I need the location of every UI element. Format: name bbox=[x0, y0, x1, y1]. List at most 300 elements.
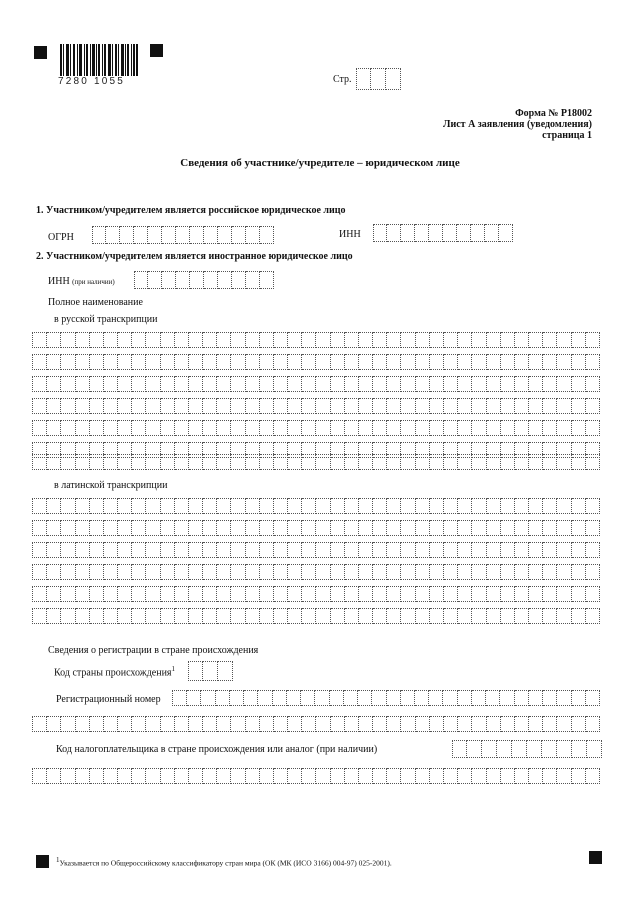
character-cell[interactable] bbox=[161, 420, 175, 436]
character-cell[interactable] bbox=[472, 332, 486, 348]
character-cell[interactable] bbox=[444, 586, 458, 602]
character-cell[interactable] bbox=[104, 376, 118, 392]
character-cell[interactable] bbox=[288, 768, 302, 784]
character-cell[interactable] bbox=[175, 398, 189, 414]
character-cell[interactable] bbox=[515, 520, 529, 536]
character-cell[interactable] bbox=[61, 498, 75, 514]
character-cell[interactable] bbox=[557, 690, 571, 706]
character-cell[interactable] bbox=[458, 498, 472, 514]
character-cell[interactable] bbox=[487, 376, 501, 392]
character-cell[interactable] bbox=[501, 454, 515, 470]
character-cell[interactable] bbox=[189, 586, 203, 602]
character-cell[interactable] bbox=[260, 498, 274, 514]
character-cell[interactable] bbox=[373, 768, 387, 784]
character-cell[interactable] bbox=[416, 420, 430, 436]
page-number-field[interactable] bbox=[356, 68, 401, 90]
character-cell[interactable] bbox=[515, 398, 529, 414]
character-cell[interactable] bbox=[161, 542, 175, 558]
character-cell[interactable] bbox=[387, 454, 401, 470]
character-cell[interactable] bbox=[359, 520, 373, 536]
ogrn-field[interactable] bbox=[92, 226, 274, 244]
character-cell[interactable] bbox=[288, 332, 302, 348]
character-cell[interactable] bbox=[344, 690, 358, 706]
character-cell[interactable] bbox=[274, 376, 288, 392]
character-cell[interactable] bbox=[47, 716, 61, 732]
character-cell[interactable] bbox=[47, 608, 61, 624]
character-cell[interactable] bbox=[118, 716, 132, 732]
character-cell[interactable] bbox=[387, 768, 401, 784]
character-cell[interactable] bbox=[47, 332, 61, 348]
character-cell[interactable] bbox=[472, 498, 486, 514]
character-cell[interactable] bbox=[458, 332, 472, 348]
character-cell[interactable] bbox=[543, 398, 557, 414]
character-cell[interactable] bbox=[132, 420, 146, 436]
character-cell[interactable] bbox=[543, 332, 557, 348]
character-cell[interactable] bbox=[543, 498, 557, 514]
character-cell[interactable] bbox=[487, 420, 501, 436]
character-cell[interactable] bbox=[90, 520, 104, 536]
character-cell[interactable] bbox=[458, 454, 472, 470]
character-cell[interactable] bbox=[302, 454, 316, 470]
character-cell-row[interactable] bbox=[32, 768, 600, 784]
character-cell[interactable] bbox=[47, 376, 61, 392]
character-cell[interactable] bbox=[231, 520, 245, 536]
character-cell[interactable] bbox=[430, 332, 444, 348]
character-cell[interactable] bbox=[401, 608, 415, 624]
character-cell[interactable] bbox=[572, 542, 586, 558]
character-cell-row[interactable] bbox=[32, 454, 600, 470]
character-cell[interactable] bbox=[246, 332, 260, 348]
character-cell[interactable] bbox=[529, 716, 543, 732]
character-cell[interactable] bbox=[146, 398, 160, 414]
character-cell[interactable] bbox=[331, 498, 345, 514]
character-cell[interactable] bbox=[231, 420, 245, 436]
character-cell[interactable] bbox=[231, 376, 245, 392]
character-cell[interactable] bbox=[231, 608, 245, 624]
character-cell[interactable] bbox=[331, 398, 345, 414]
character-cell[interactable] bbox=[401, 454, 415, 470]
character-cell[interactable] bbox=[246, 498, 260, 514]
character-cell[interactable] bbox=[444, 768, 458, 784]
character-cell[interactable] bbox=[345, 354, 359, 370]
character-cell[interactable] bbox=[146, 716, 160, 732]
character-cell[interactable] bbox=[161, 332, 175, 348]
character-cell[interactable] bbox=[288, 564, 302, 580]
character-cell[interactable] bbox=[401, 420, 415, 436]
character-cell[interactable] bbox=[161, 768, 175, 784]
character-cell[interactable] bbox=[529, 608, 543, 624]
character-cell[interactable] bbox=[161, 498, 175, 514]
character-cell[interactable] bbox=[61, 520, 75, 536]
character-cell[interactable] bbox=[90, 542, 104, 558]
character-cell[interactable] bbox=[515, 420, 529, 436]
character-cell[interactable] bbox=[345, 454, 359, 470]
character-cell[interactable] bbox=[557, 420, 571, 436]
character-cell[interactable] bbox=[146, 520, 160, 536]
character-cell-row[interactable] bbox=[172, 690, 600, 706]
character-cell[interactable] bbox=[287, 690, 301, 706]
character-cell[interactable] bbox=[515, 768, 529, 784]
character-cell[interactable] bbox=[345, 542, 359, 558]
character-cell[interactable] bbox=[359, 376, 373, 392]
character-cell[interactable] bbox=[316, 420, 330, 436]
character-cell[interactable] bbox=[132, 564, 146, 580]
character-cell[interactable] bbox=[203, 454, 217, 470]
character-cell[interactable] bbox=[231, 716, 245, 732]
character-cell[interactable] bbox=[175, 354, 189, 370]
character-cell[interactable] bbox=[501, 520, 515, 536]
character-cell[interactable] bbox=[401, 398, 415, 414]
character-cell-row[interactable] bbox=[32, 716, 600, 732]
character-cell[interactable] bbox=[529, 420, 543, 436]
character-cell[interactable] bbox=[231, 354, 245, 370]
character-cell[interactable] bbox=[76, 420, 90, 436]
character-cell[interactable] bbox=[189, 768, 203, 784]
character-cell-row[interactable] bbox=[32, 586, 600, 602]
character-cell[interactable] bbox=[288, 454, 302, 470]
character-cell[interactable] bbox=[345, 498, 359, 514]
character-cell[interactable] bbox=[246, 420, 260, 436]
character-cell[interactable] bbox=[529, 586, 543, 602]
character-cell[interactable] bbox=[76, 768, 90, 784]
character-cell[interactable] bbox=[217, 498, 231, 514]
character-cell[interactable] bbox=[217, 564, 231, 580]
character-cell[interactable] bbox=[161, 586, 175, 602]
character-cell[interactable] bbox=[189, 354, 203, 370]
character-cell[interactable] bbox=[515, 498, 529, 514]
character-cell[interactable] bbox=[430, 520, 444, 536]
character-cell[interactable] bbox=[487, 398, 501, 414]
character-cell-row[interactable] bbox=[32, 398, 600, 414]
character-cell[interactable] bbox=[316, 398, 330, 414]
character-cell[interactable] bbox=[118, 398, 132, 414]
character-cell[interactable] bbox=[32, 498, 47, 514]
character-cell[interactable] bbox=[274, 564, 288, 580]
character-cell[interactable] bbox=[76, 608, 90, 624]
character-cell[interactable] bbox=[146, 454, 160, 470]
character-cell[interactable] bbox=[543, 768, 557, 784]
character-cell[interactable] bbox=[274, 608, 288, 624]
character-cell[interactable] bbox=[189, 716, 203, 732]
character-cell[interactable] bbox=[203, 498, 217, 514]
character-cell[interactable] bbox=[76, 376, 90, 392]
character-cell[interactable] bbox=[316, 608, 330, 624]
character-cell[interactable] bbox=[104, 564, 118, 580]
character-cell[interactable] bbox=[444, 716, 458, 732]
character-cell[interactable] bbox=[359, 768, 373, 784]
character-cell[interactable] bbox=[515, 716, 529, 732]
character-cell[interactable] bbox=[203, 768, 217, 784]
character-cell[interactable] bbox=[61, 376, 75, 392]
character-cell[interactable] bbox=[260, 520, 274, 536]
character-cell[interactable] bbox=[217, 454, 231, 470]
character-cell[interactable] bbox=[246, 768, 260, 784]
character-cell[interactable] bbox=[274, 454, 288, 470]
character-cell[interactable] bbox=[316, 354, 330, 370]
character-cell[interactable] bbox=[161, 398, 175, 414]
character-cell[interactable] bbox=[118, 420, 132, 436]
character-cell[interactable] bbox=[118, 520, 132, 536]
character-cell[interactable] bbox=[260, 768, 274, 784]
character-cell[interactable] bbox=[203, 542, 217, 558]
character-cell[interactable] bbox=[444, 332, 458, 348]
character-cell[interactable] bbox=[47, 454, 61, 470]
character-cell[interactable] bbox=[373, 520, 387, 536]
character-cell[interactable] bbox=[90, 354, 104, 370]
character-cell[interactable] bbox=[572, 564, 586, 580]
character-cell[interactable] bbox=[345, 586, 359, 602]
character-cell[interactable] bbox=[359, 542, 373, 558]
character-cell[interactable] bbox=[32, 586, 47, 602]
character-cell[interactable] bbox=[359, 608, 373, 624]
character-cell[interactable] bbox=[331, 542, 345, 558]
character-cell[interactable] bbox=[217, 420, 231, 436]
character-cell[interactable] bbox=[572, 454, 586, 470]
character-cell[interactable] bbox=[557, 332, 571, 348]
character-cell[interactable] bbox=[146, 420, 160, 436]
character-cell[interactable] bbox=[487, 768, 501, 784]
character-cell[interactable] bbox=[32, 768, 47, 784]
character-cell[interactable] bbox=[132, 716, 146, 732]
character-cell-row[interactable] bbox=[32, 420, 600, 436]
character-cell[interactable] bbox=[217, 520, 231, 536]
character-cell[interactable] bbox=[515, 454, 529, 470]
character-cell[interactable] bbox=[359, 586, 373, 602]
character-cell[interactable] bbox=[104, 332, 118, 348]
character-cell[interactable] bbox=[331, 586, 345, 602]
character-cell[interactable] bbox=[430, 716, 444, 732]
character-cell[interactable] bbox=[416, 716, 430, 732]
character-cell[interactable] bbox=[273, 690, 287, 706]
character-cell[interactable] bbox=[345, 420, 359, 436]
character-cell[interactable] bbox=[189, 454, 203, 470]
character-cell[interactable] bbox=[529, 768, 543, 784]
character-cell[interactable] bbox=[90, 332, 104, 348]
character-cell[interactable] bbox=[572, 398, 586, 414]
character-cell[interactable] bbox=[358, 690, 372, 706]
character-cell[interactable] bbox=[387, 498, 401, 514]
character-cell[interactable] bbox=[444, 454, 458, 470]
character-cell[interactable] bbox=[501, 498, 515, 514]
character-cell[interactable] bbox=[515, 542, 529, 558]
character-cell[interactable] bbox=[458, 586, 472, 602]
character-cell[interactable] bbox=[458, 768, 472, 784]
character-cell[interactable] bbox=[146, 376, 160, 392]
character-cell[interactable] bbox=[203, 520, 217, 536]
character-cell[interactable] bbox=[543, 586, 557, 602]
character-cell[interactable] bbox=[345, 376, 359, 392]
character-cell[interactable] bbox=[373, 420, 387, 436]
character-cell[interactable] bbox=[586, 690, 600, 706]
character-cell[interactable] bbox=[161, 354, 175, 370]
character-cell[interactable] bbox=[586, 542, 600, 558]
character-cell[interactable] bbox=[359, 332, 373, 348]
character-cell[interactable] bbox=[586, 354, 600, 370]
character-cell[interactable] bbox=[118, 608, 132, 624]
character-cell[interactable] bbox=[572, 354, 586, 370]
character-cell[interactable] bbox=[416, 398, 430, 414]
character-cell[interactable] bbox=[444, 420, 458, 436]
character-cell[interactable] bbox=[586, 768, 600, 784]
character-cell[interactable] bbox=[501, 398, 515, 414]
character-cell[interactable] bbox=[161, 520, 175, 536]
character-cell[interactable] bbox=[246, 354, 260, 370]
character-cell[interactable] bbox=[501, 542, 515, 558]
character-cell[interactable] bbox=[586, 520, 600, 536]
character-cell[interactable] bbox=[175, 608, 189, 624]
character-cell[interactable] bbox=[260, 564, 274, 580]
character-cell[interactable] bbox=[515, 332, 529, 348]
character-cell[interactable] bbox=[472, 354, 486, 370]
character-cell[interactable] bbox=[444, 354, 458, 370]
character-cell[interactable] bbox=[515, 586, 529, 602]
character-cell[interactable] bbox=[90, 586, 104, 602]
character-cell[interactable] bbox=[572, 608, 586, 624]
character-cell[interactable] bbox=[47, 564, 61, 580]
character-cell[interactable] bbox=[302, 586, 316, 602]
character-cell[interactable] bbox=[572, 376, 586, 392]
character-cell[interactable] bbox=[61, 332, 75, 348]
character-cell[interactable] bbox=[146, 542, 160, 558]
character-cell[interactable] bbox=[557, 768, 571, 784]
character-cell[interactable] bbox=[443, 690, 457, 706]
character-cell[interactable] bbox=[175, 586, 189, 602]
character-cell-row[interactable] bbox=[32, 498, 600, 514]
character-cell[interactable] bbox=[359, 564, 373, 580]
character-cell[interactable] bbox=[557, 586, 571, 602]
character-cell[interactable] bbox=[146, 608, 160, 624]
character-cell[interactable] bbox=[529, 690, 543, 706]
character-cell[interactable] bbox=[572, 520, 586, 536]
character-cell[interactable] bbox=[430, 420, 444, 436]
character-cell[interactable] bbox=[416, 586, 430, 602]
character-cell[interactable] bbox=[203, 716, 217, 732]
character-cell[interactable] bbox=[217, 398, 231, 414]
character-cell[interactable] bbox=[458, 420, 472, 436]
character-cell[interactable] bbox=[401, 332, 415, 348]
character-cell[interactable] bbox=[161, 716, 175, 732]
character-cell[interactable] bbox=[316, 376, 330, 392]
character-cell[interactable] bbox=[331, 564, 345, 580]
character-cell[interactable] bbox=[175, 768, 189, 784]
character-cell[interactable] bbox=[32, 454, 47, 470]
character-cell[interactable] bbox=[118, 332, 132, 348]
character-cell[interactable] bbox=[118, 586, 132, 602]
character-cell-row[interactable] bbox=[32, 376, 600, 392]
character-cell[interactable] bbox=[331, 354, 345, 370]
character-cell[interactable] bbox=[288, 716, 302, 732]
character-cell[interactable] bbox=[246, 564, 260, 580]
character-cell[interactable] bbox=[175, 332, 189, 348]
character-cell[interactable] bbox=[175, 420, 189, 436]
character-cell[interactable] bbox=[529, 332, 543, 348]
character-cell[interactable] bbox=[61, 716, 75, 732]
character-cell[interactable] bbox=[458, 398, 472, 414]
character-cell[interactable] bbox=[132, 454, 146, 470]
character-cell[interactable] bbox=[76, 332, 90, 348]
character-cell[interactable] bbox=[586, 498, 600, 514]
character-cell[interactable] bbox=[416, 354, 430, 370]
character-cell[interactable] bbox=[161, 454, 175, 470]
character-cell[interactable] bbox=[316, 564, 330, 580]
character-cell[interactable] bbox=[203, 420, 217, 436]
character-cell[interactable] bbox=[430, 354, 444, 370]
character-cell[interactable] bbox=[258, 690, 272, 706]
character-cell[interactable] bbox=[345, 398, 359, 414]
character-cell[interactable] bbox=[487, 608, 501, 624]
character-cell[interactable] bbox=[118, 376, 132, 392]
character-cell[interactable] bbox=[189, 332, 203, 348]
character-cell[interactable] bbox=[104, 586, 118, 602]
character-cell[interactable] bbox=[430, 454, 444, 470]
character-cell[interactable] bbox=[76, 586, 90, 602]
character-cell[interactable] bbox=[146, 564, 160, 580]
character-cell[interactable] bbox=[416, 608, 430, 624]
character-cell[interactable] bbox=[260, 332, 274, 348]
character-cell[interactable] bbox=[32, 564, 47, 580]
character-cell[interactable] bbox=[76, 454, 90, 470]
character-cell[interactable] bbox=[557, 542, 571, 558]
character-cell[interactable] bbox=[444, 376, 458, 392]
character-cell[interactable] bbox=[458, 690, 472, 706]
character-cell[interactable] bbox=[487, 542, 501, 558]
character-cell[interactable] bbox=[274, 586, 288, 602]
character-cell[interactable] bbox=[260, 542, 274, 558]
character-cell[interactable] bbox=[387, 586, 401, 602]
character-cell[interactable] bbox=[444, 608, 458, 624]
character-cell[interactable] bbox=[387, 690, 401, 706]
character-cell[interactable] bbox=[458, 716, 472, 732]
character-cell[interactable] bbox=[302, 768, 316, 784]
character-cell[interactable] bbox=[444, 520, 458, 536]
character-cell[interactable] bbox=[203, 376, 217, 392]
character-cell[interactable] bbox=[387, 716, 401, 732]
character-cell[interactable] bbox=[146, 586, 160, 602]
character-cell[interactable] bbox=[387, 376, 401, 392]
character-cell[interactable] bbox=[61, 420, 75, 436]
character-cell[interactable] bbox=[32, 520, 47, 536]
character-cell[interactable] bbox=[487, 586, 501, 602]
character-cell[interactable] bbox=[146, 354, 160, 370]
character-cell[interactable] bbox=[345, 520, 359, 536]
character-cell[interactable] bbox=[416, 376, 430, 392]
character-cell-row[interactable] bbox=[32, 332, 600, 348]
character-cell[interactable] bbox=[543, 608, 557, 624]
character-cell[interactable] bbox=[416, 520, 430, 536]
character-cell[interactable] bbox=[416, 542, 430, 558]
character-cell[interactable] bbox=[132, 398, 146, 414]
character-cell[interactable] bbox=[104, 420, 118, 436]
character-cell[interactable] bbox=[401, 586, 415, 602]
character-cell[interactable] bbox=[90, 498, 104, 514]
character-cell[interactable] bbox=[260, 376, 274, 392]
character-cell[interactable] bbox=[543, 690, 557, 706]
character-cell[interactable] bbox=[302, 498, 316, 514]
character-cell[interactable] bbox=[458, 608, 472, 624]
character-cell[interactable] bbox=[416, 564, 430, 580]
character-cell[interactable] bbox=[543, 716, 557, 732]
character-cell[interactable] bbox=[274, 716, 288, 732]
character-cell[interactable] bbox=[345, 332, 359, 348]
character-cell[interactable] bbox=[217, 768, 231, 784]
character-cell[interactable] bbox=[557, 376, 571, 392]
character-cell[interactable] bbox=[316, 454, 330, 470]
character-cell[interactable] bbox=[586, 398, 600, 414]
character-cell[interactable] bbox=[401, 768, 415, 784]
character-cell[interactable] bbox=[274, 354, 288, 370]
character-cell[interactable] bbox=[302, 332, 316, 348]
character-cell[interactable] bbox=[246, 398, 260, 414]
